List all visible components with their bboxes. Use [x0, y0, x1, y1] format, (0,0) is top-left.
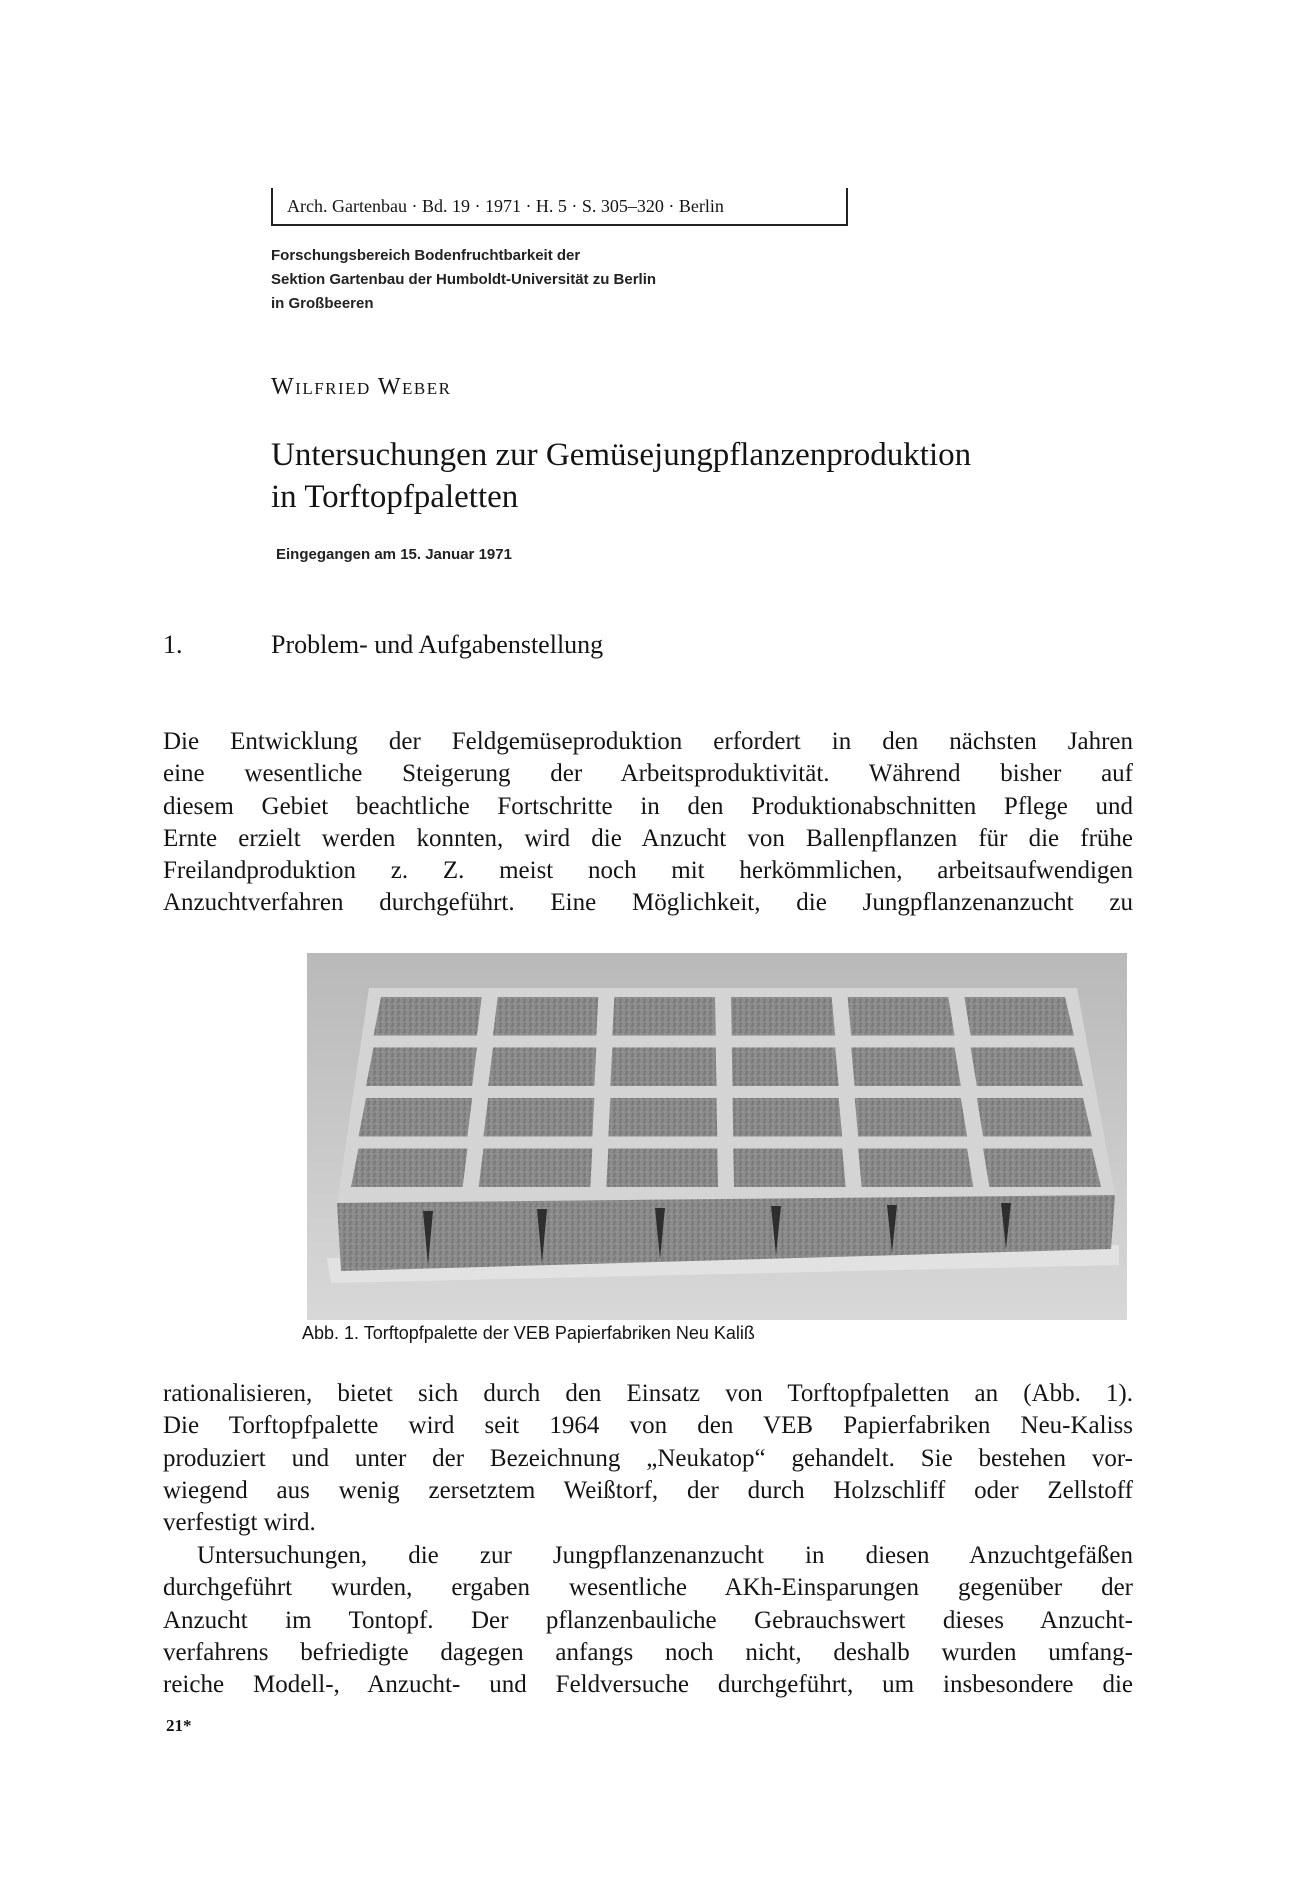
page-signature-mark: 21*	[166, 1716, 192, 1735]
pot-cell	[488, 1048, 596, 1087]
pot-cell	[483, 1098, 594, 1137]
affiliation-line: Forschungsbereich Bodenfruchtbarkeit der	[271, 247, 581, 264]
pot-cell	[855, 1098, 967, 1137]
text-line: Ernte erzielt werden konnten, wird die Anzucht von Ballenpflanzen für die frühe	[163, 824, 1133, 852]
affiliation	[271, 244, 871, 316]
pot-cell	[610, 1048, 716, 1087]
text-line: durchgeführt wurden, ergaben wesentliche AKh-Einsparungen gegenüber der	[163, 1574, 1133, 1602]
article-title	[271, 434, 1121, 518]
author-name: Wilfried Weber	[271, 374, 452, 400]
text-line: Anzuchtverfahren durchgeführt. Eine Möglichkeit, die Jungpflanzenanzucht zu	[163, 889, 1133, 917]
text-line: Anzucht im Tontopf. Der pflanzenbauliche Gebrauchswert dieses Anzucht-	[163, 1606, 1133, 1634]
pot-cell	[983, 1149, 1101, 1188]
pot-cell	[493, 997, 598, 1036]
pot-cell	[848, 997, 955, 1036]
text-line: reiche Modell-, Anzucht- und Feldversuche durchgeführt, um insbesondere die	[163, 1671, 1133, 1699]
pot-cell	[733, 1149, 845, 1188]
paragraph-3	[163, 1540, 1133, 1701]
pot-cell	[971, 1048, 1083, 1087]
text-line: eine wesentliche Steigerung der Arbeitsproduktivität. Während bisher auf	[163, 760, 1133, 788]
pot-cell	[359, 1098, 473, 1137]
pot-cell	[732, 1048, 839, 1087]
text-line: Die Entwicklung der Feldgemüseproduktion erfordert in den nächsten Jahren	[163, 728, 1133, 755]
text-line: diesem Gebiet beachtliche Fortschritte in den Produktionabschnitten Pflege und	[163, 792, 1133, 820]
figure-photo-peat-pot-pallet	[307, 953, 1127, 1320]
text-line: verfahrens befriedigte dagegen anfangs noch nicht, deshalb wurden umfang-	[163, 1638, 1133, 1666]
paragraph-2	[163, 1378, 1133, 1539]
journal-citation: Arch. Gartenbau · Bd. 19 · 1971 · H. 5 · S. 305–320 · Berlin	[271, 188, 848, 226]
pot-cell	[374, 997, 482, 1036]
text-line: Freilandproduktion z. Z. meist noch mit herkömmlichen, arbeitsaufwendigen	[163, 857, 1133, 885]
figure-caption: Abb. 1. Torftopfpalette der VEB Papierfabriken Neu Kaliß	[302, 1323, 755, 1343]
text-line: Die Torftopfpalette wird seit 1964 von den VEB Papierfabriken Neu-Kaliss	[163, 1412, 1133, 1440]
pot-cell	[479, 1149, 593, 1188]
text-line: verfestigt wird.	[163, 1509, 316, 1537]
pot-cell	[851, 1048, 961, 1087]
received-date: Eingegangen am 15. Januar 1971	[276, 546, 512, 563]
section-number: 1.	[163, 630, 183, 659]
pot-cell	[858, 1149, 973, 1188]
pot-cell	[964, 997, 1074, 1036]
title-line: Untersuchungen zur Gemüsejungpflanzenproduktion	[271, 437, 972, 473]
pot-cell	[608, 1098, 717, 1137]
text-line: produziert und unter der Bezeichnung „Neukatop“ gehandelt. Sie bestehen vor-	[163, 1444, 1133, 1472]
pot-cell	[977, 1098, 1092, 1137]
text-line: rationalisieren, bietet sich durch den Einsatz von Torftopfpaletten an (Abb. 1).	[163, 1380, 1133, 1407]
affiliation-line: Sektion Gartenbau der Humboldt-Universität zu Berlin	[271, 271, 657, 288]
text-line: wiegend aus wenig zersetztem Weißtorf, der durch Holzschliff oder Zellstoff	[163, 1476, 1133, 1504]
title-line: in Torftopfpaletten	[271, 479, 519, 515]
pot-cell	[606, 1149, 718, 1188]
paragraph-1	[163, 726, 1133, 920]
pot-cell	[366, 1048, 477, 1087]
pot-cell	[733, 1098, 843, 1137]
affiliation-line: in Großbeeren	[271, 295, 374, 312]
peat-pot-pallet-image	[307, 953, 1127, 1320]
text-line: Untersuchungen, die zur Jungpflanzenanzucht in diesen Anzuchtgefäßen	[197, 1542, 1133, 1569]
pot-cell	[351, 1149, 467, 1188]
section-title: Problem- und Aufgabenstellung	[271, 630, 604, 659]
pot-cell	[731, 997, 835, 1036]
pot-cell	[612, 997, 715, 1036]
